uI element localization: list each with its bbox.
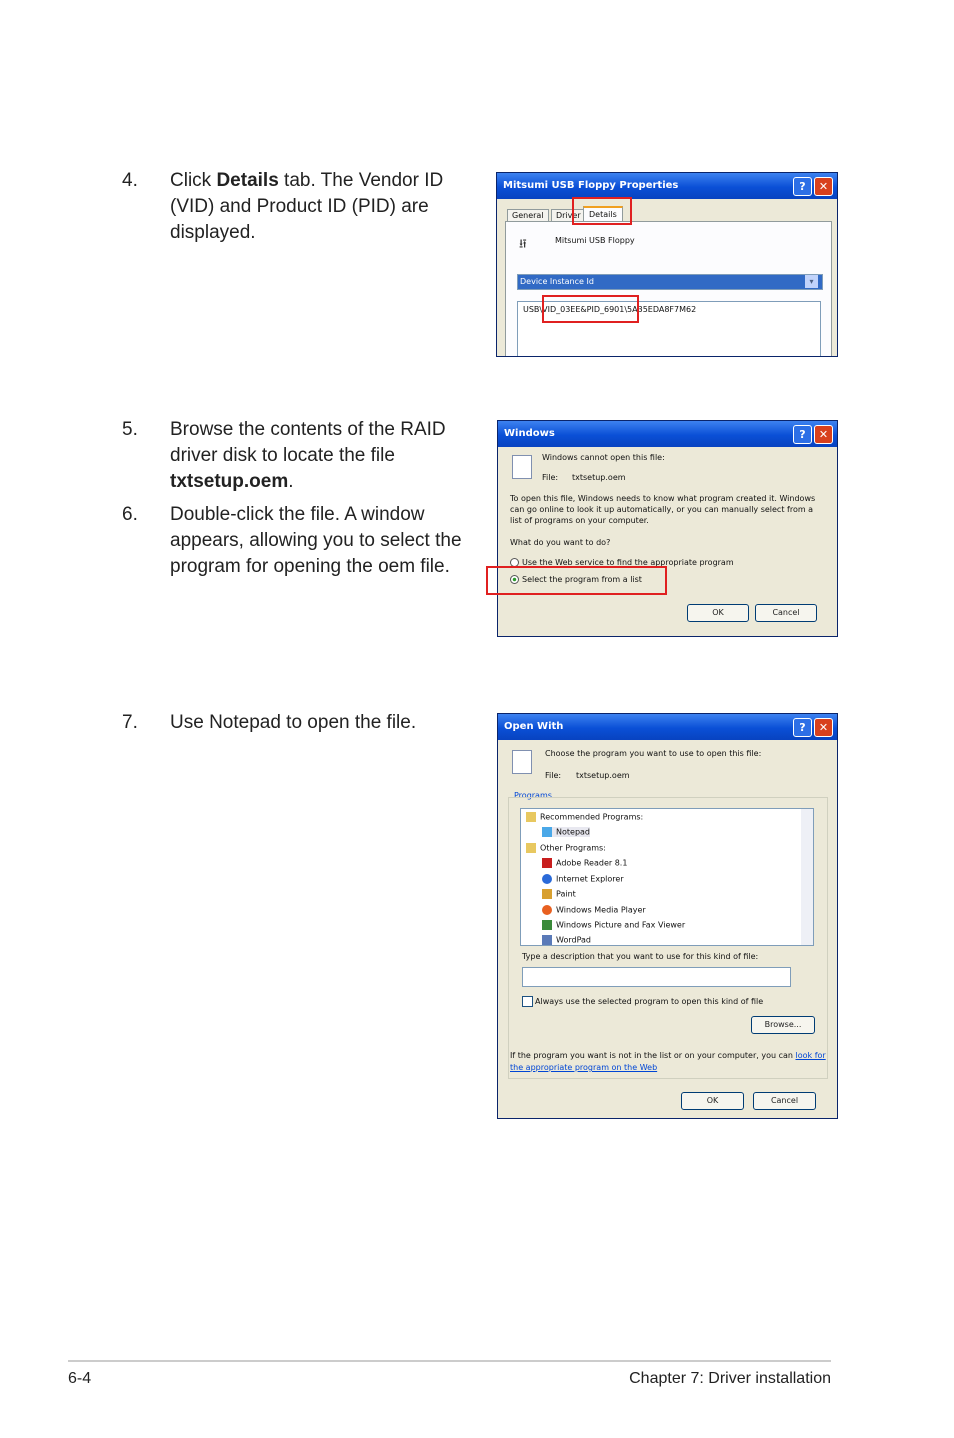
help-icon[interactable]: ?: [793, 425, 812, 444]
select-list-highlight: [486, 566, 667, 595]
step-text: Double-click the file. A window appears, allowing you to select the program for opening the oem file.: [170, 504, 462, 577]
tab-details[interactable]: Details: [583, 206, 623, 222]
browse-button[interactable]: Browse...: [751, 1016, 815, 1034]
list-item-paint[interactable]: Paint: [542, 889, 576, 899]
paint-icon: [542, 889, 552, 899]
chapter-title: Chapter 7: Driver installation: [629, 1370, 831, 1387]
checkbox[interactable]: [522, 996, 533, 1007]
close-icon[interactable]: ✕: [814, 425, 833, 444]
footer-divider: [68, 1360, 831, 1362]
file-icon: [512, 750, 532, 774]
step-number: 5.: [122, 419, 138, 440]
media-player-icon: [542, 905, 552, 915]
list-item-media-player[interactable]: Windows Media Player: [542, 905, 646, 915]
cancel-button[interactable]: Cancel: [755, 604, 817, 622]
page-number: 6-4: [68, 1370, 92, 1387]
vid-pid-highlight: [542, 295, 639, 323]
help-icon[interactable]: ?: [793, 718, 812, 737]
close-icon[interactable]: ✕: [814, 177, 833, 196]
close-icon[interactable]: ✕: [814, 718, 833, 737]
file-label: File:: [542, 473, 559, 482]
chevron-down-icon[interactable]: ▾: [805, 275, 818, 288]
recommended-group: Recommended Programs:: [526, 812, 643, 822]
instance-id-value: USB\VID_03EE&PID_6901\5A35EDA8F7M62: [523, 305, 697, 314]
list-item-adobe-reader[interactable]: Adobe Reader 8.1: [542, 858, 627, 868]
explanation-text: To open this file, Windows needs to know what program created it. Windows can go online to look it up automatically, or you can manually select from a list of programs on your computer.: [510, 494, 816, 525]
adobe-reader-icon: [542, 858, 552, 868]
tab-driver[interactable]: Driver: [551, 209, 586, 222]
folder-icon: [526, 843, 536, 853]
wordpad-icon: [542, 935, 552, 945]
titlebar: [498, 714, 837, 740]
step-text: Click Details tab. The Vendor ID (VID) and Product ID (PID) are displayed.: [170, 170, 444, 243]
property-dropdown[interactable]: Device Instance Id: [517, 274, 823, 290]
folder-icon: [526, 812, 536, 822]
open-with-dialog: [497, 713, 838, 1119]
ok-button[interactable]: OK: [687, 604, 749, 622]
picture-viewer-icon: [542, 920, 552, 930]
programs-label: Programs: [514, 791, 552, 800]
ok-button[interactable]: OK: [681, 1092, 744, 1110]
step-text: Browse the contents of the RAID driver disk to locate the file txtsetup.oem.: [170, 419, 446, 492]
choose-program-prompt: Choose the program you want to use to open this file:: [545, 749, 762, 758]
list-scrollbar[interactable]: [801, 809, 813, 945]
other-group: Other Programs:: [526, 843, 606, 853]
usb-icon: ⭿: [519, 237, 527, 251]
cannot-open-message: Windows cannot open this file:: [542, 453, 665, 462]
details-tab-highlight: [572, 197, 632, 225]
not-in-list-note: If the program you want is not in the list or on your computer, you can look for the appropriate program on the Web: [510, 1051, 826, 1072]
list-item-wordpad[interactable]: WordPad: [542, 935, 591, 945]
step-number: 4.: [122, 170, 138, 191]
notepad-icon: [542, 827, 552, 837]
question-label: What do you want to do?: [510, 538, 611, 547]
step-number: 6.: [122, 504, 138, 525]
option-select-from-list[interactable]: Select the program from a list: [510, 575, 642, 584]
list-item-picture-viewer[interactable]: Windows Picture and Fax Viewer: [542, 920, 685, 930]
device-name: Mitsumi USB Floppy: [555, 236, 635, 245]
description-input[interactable]: [522, 967, 791, 987]
step-text: Use Notepad to open the file.: [170, 712, 417, 733]
tab-general[interactable]: General: [507, 209, 549, 222]
file-label: File:: [545, 771, 562, 780]
properties-window: [496, 172, 838, 357]
option-web-service[interactable]: Use the Web service to find the appropriate program: [510, 558, 734, 567]
file-name: txtsetup.oem: [572, 473, 626, 482]
web-search-link[interactable]: look for the appropriate program on the Web: [510, 1051, 826, 1072]
window-title: Windows: [504, 428, 555, 439]
file-icon: [512, 455, 532, 479]
titlebar: [497, 173, 837, 199]
help-icon[interactable]: ?: [793, 177, 812, 196]
internet-explorer-icon: [542, 874, 552, 884]
always-use-option[interactable]: Always use the selected program to open this kind of file: [522, 996, 763, 1007]
file-name: txtsetup.oem: [576, 771, 630, 780]
windows-dialog: [497, 420, 838, 637]
titlebar: [498, 421, 837, 447]
window-title: Mitsumi USB Floppy Properties: [503, 180, 679, 191]
cancel-button[interactable]: Cancel: [753, 1092, 816, 1110]
description-label: Type a description that you want to use for this kind of file:: [522, 952, 759, 961]
list-item-notepad[interactable]: Notepad: [542, 827, 590, 837]
list-item-internet-explorer[interactable]: Internet Explorer: [542, 874, 624, 884]
step-number: 7.: [122, 712, 138, 733]
window-title: Open With: [504, 721, 564, 732]
